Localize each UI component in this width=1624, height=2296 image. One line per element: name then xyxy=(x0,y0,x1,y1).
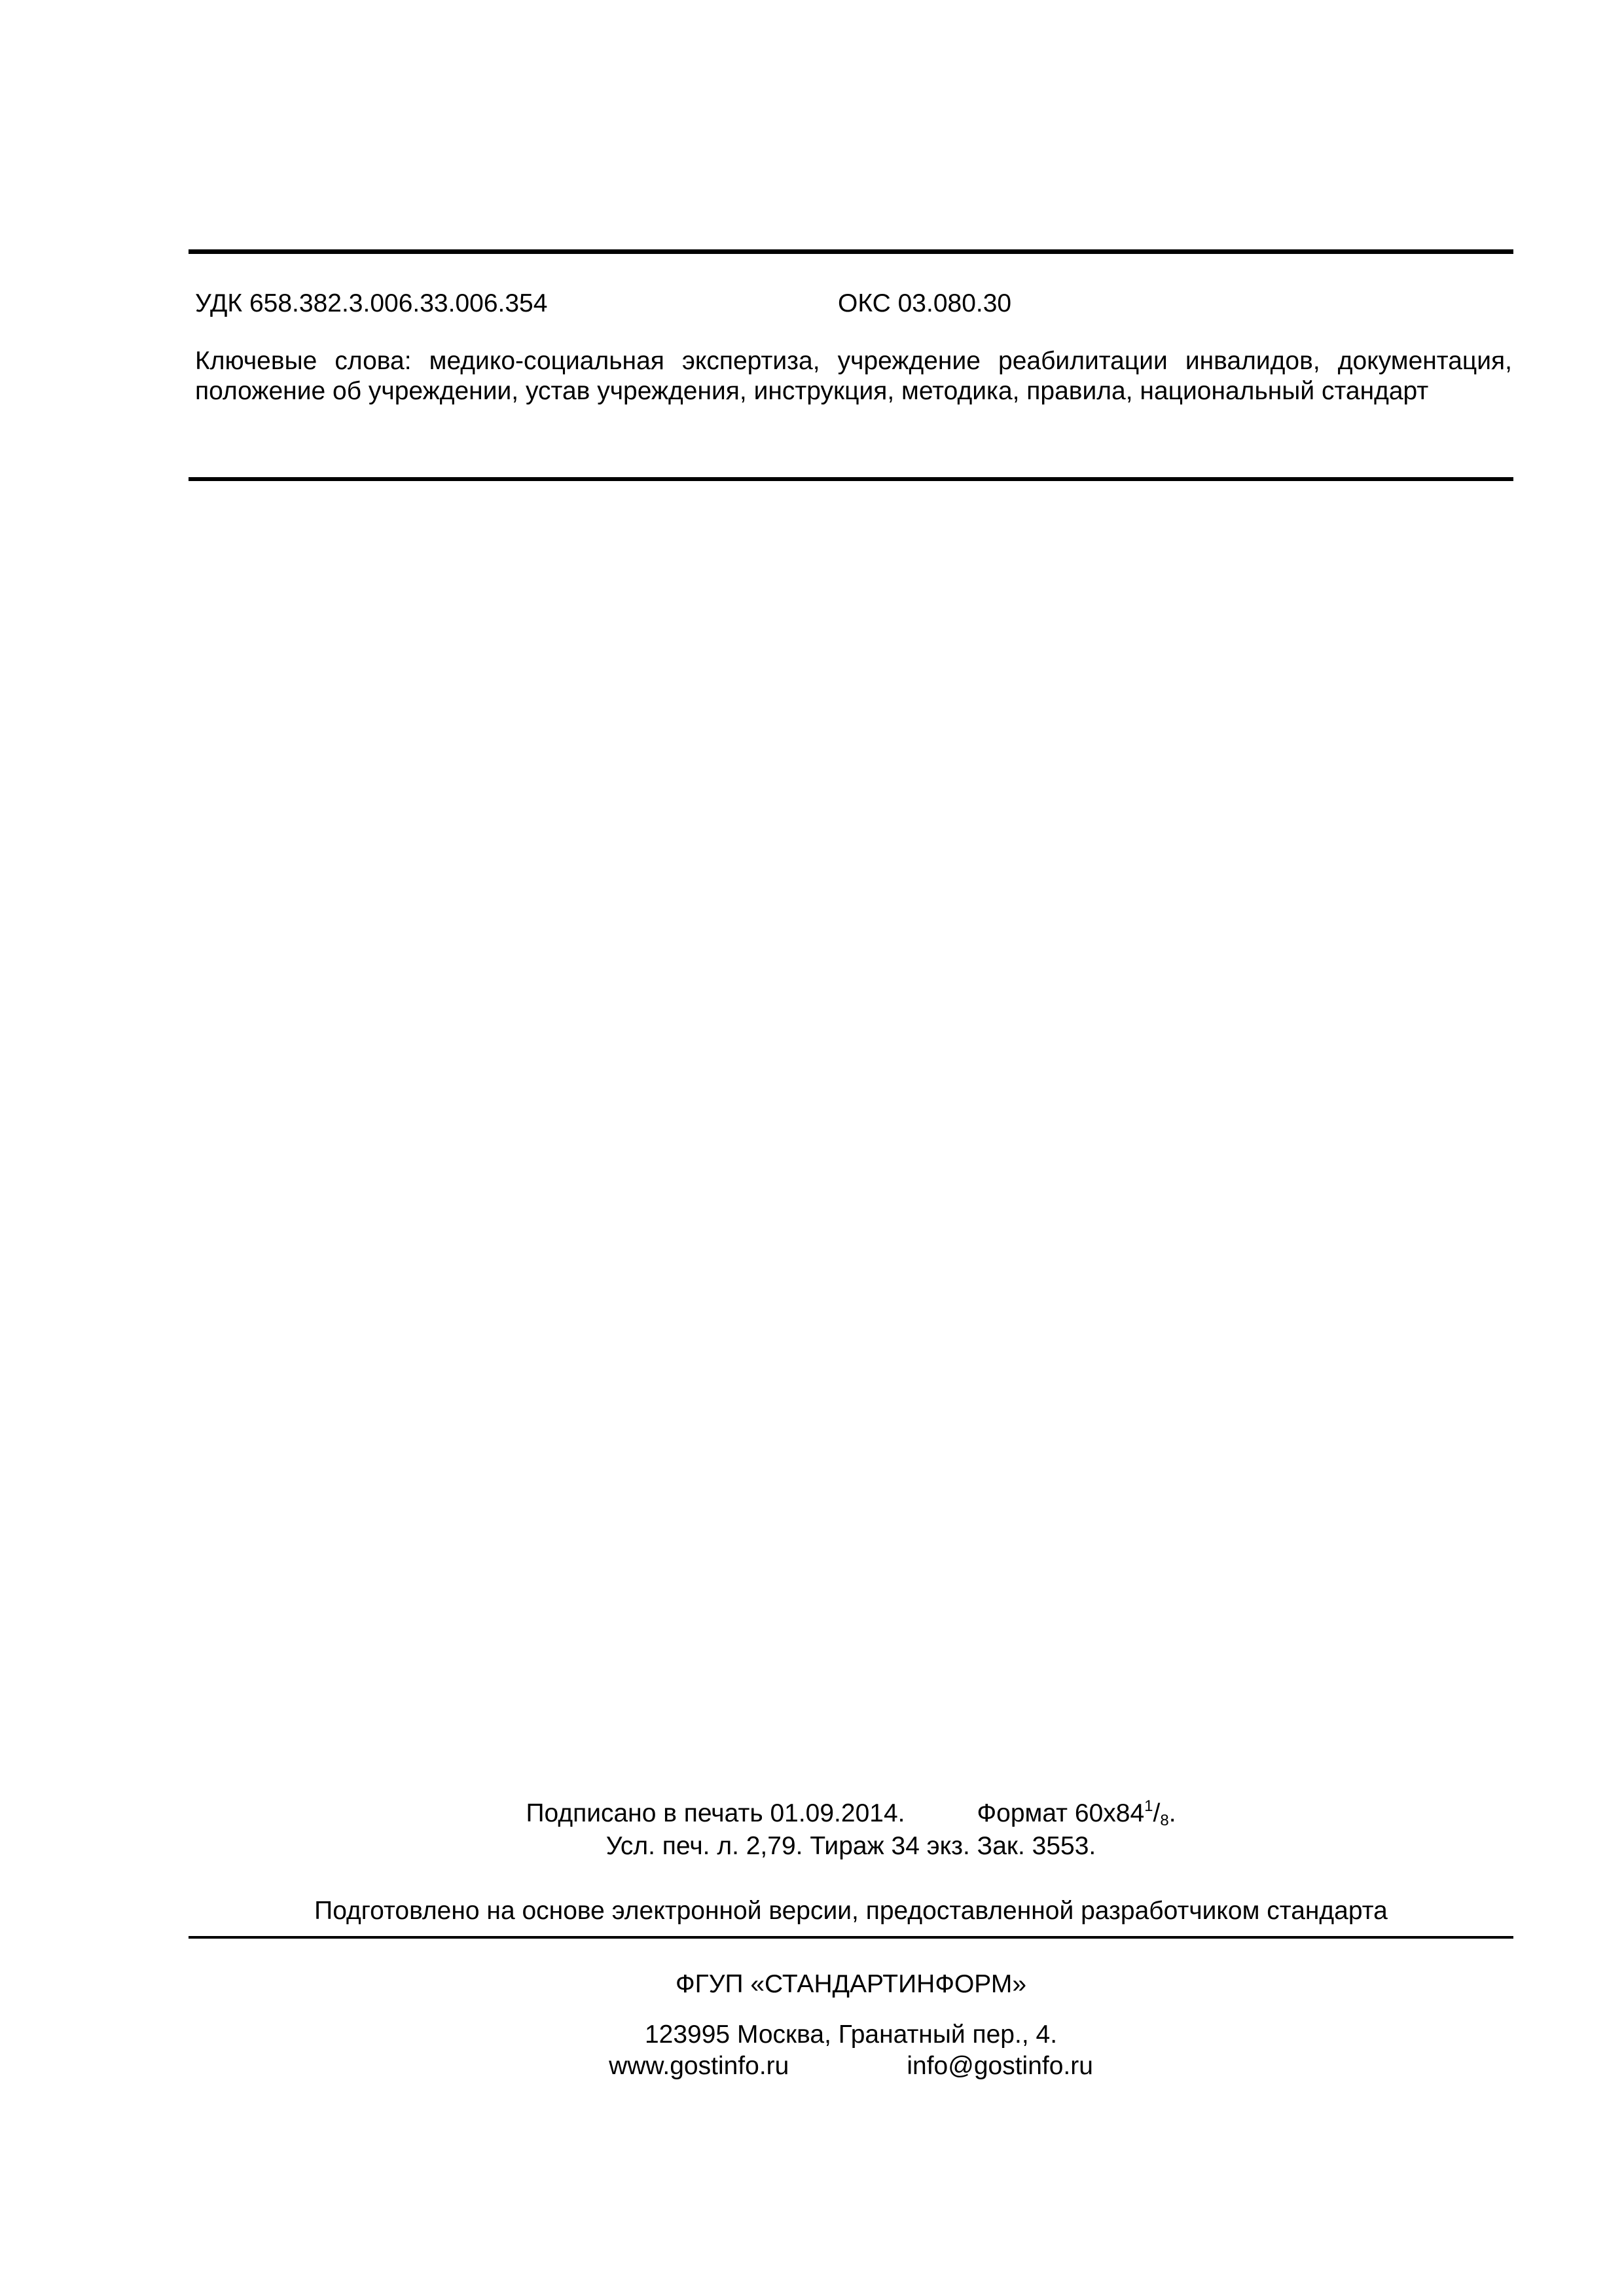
top-rule xyxy=(189,249,1513,254)
website-link[interactable]: www.gostinfo.ru xyxy=(609,2052,789,2080)
udk-code: УДК 658.382.3.006.33.006.354 xyxy=(195,289,548,317)
print-signed-line xyxy=(189,1799,1513,1829)
oks-code: ОКС 03.080.30 xyxy=(838,289,1012,317)
keywords-paragraph: Ключевые слова: медико-социальная экспертиза, учреждение реабилитации инвалидов, документация, положение об учреждении, устав учреждения, инструкция, методика, правила, национальный стандарт xyxy=(195,347,1512,405)
publisher-name: ФГУП «СТАНДАРТИНФОРМ» xyxy=(675,1970,1027,1998)
publisher-address: 123995 Москва, Гранатный пер., 4. xyxy=(644,2020,1058,2049)
paper-format: Формат $60x84^1/_8$. xyxy=(977,1797,1176,1829)
keywords-bottom-rule xyxy=(189,477,1513,481)
format-slash: / xyxy=(1153,1799,1161,1827)
format-numerator: 1 xyxy=(1144,1797,1153,1815)
email-link[interactable]: info@gostinfo.ru xyxy=(907,2052,1093,2080)
print-stats-line: Усл. печ. л. 2,79. Тираж 34 экз. Зак. 3553. xyxy=(605,1832,1096,1860)
format-denominator: 8 xyxy=(1160,1812,1169,1829)
publisher-contacts xyxy=(189,2051,1513,2081)
prepared-note: Подготовлено на основе электронной версии, предоставленной разработчиком стандарта xyxy=(314,1897,1388,1925)
signed-date: Подписано в печать 01.09.2014. xyxy=(526,1799,905,1827)
imprint-rule xyxy=(189,1936,1513,1939)
